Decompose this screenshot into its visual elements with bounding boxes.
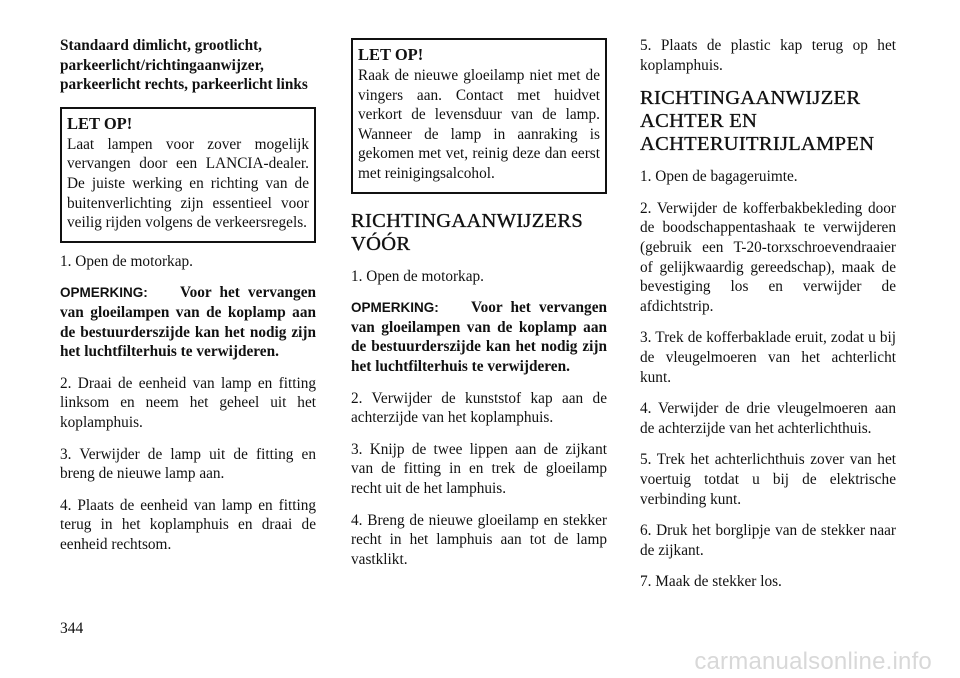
note-text: Voor het vervangen van gloeilampen van de koplamp aan de bestuurderszijde kan het nodig zijn het luchtfilterhuis te verwijderen.: [60, 284, 316, 361]
step-4: 4. Plaats de eenheid van lamp en fitting terug in het koplamphuis en draai de eenheid rechtsom.: [60, 496, 316, 553]
note: [351, 298, 607, 376]
caution-text: Laat lampen voor zover mogelijk vervangen door een LANCIA-dealer. De juiste werking en richting van de buitenverlichting zijn essentieel voor veilig rijden volgens de verkeersregels.: [67, 135, 309, 232]
step-6: 6. Druk het borglipje van de stekker naar de zijkant.: [640, 522, 896, 559]
section-heading: Standaard dimlicht, grootlicht, parkeerlicht/richtingaanwijzer, parkeerlicht rechts, parkeerlicht links: [60, 37, 308, 94]
section-heading: RICHTINGAANWIJZER ACHTER EN ACHTERUITRIJLAMPEN: [640, 87, 875, 156]
note-text: Voor het vervangen van gloeilampen van de koplamp aan de bestuurderszijde kan het nodig zijn het luchtfilterhuis te verwijderen.: [351, 299, 607, 375]
column-right: [640, 36, 896, 604]
watermark: carmanualsonline.info: [694, 648, 932, 675]
caution-box: [60, 107, 316, 243]
step-7: 7. Maak de stekker los.: [640, 573, 782, 591]
section-heading: RICHTINGAANWIJZERS VÓÓR: [351, 209, 584, 255]
step-3: 3. Verwijder de lamp uit de fitting en breng de nieuwe lamp aan.: [60, 445, 316, 483]
note-label: OPMERKING:: [60, 285, 148, 301]
step-2: 2. Draai de eenheid van lamp en fitting linksom en neem het geheel uit het koplamphuis.: [60, 374, 316, 431]
step-2: 2. Verwijder de kofferbakbekleding door de boodschappentashaak te verwijderen (gebruik een T-20-torxschroevendraaier of gelijkwaardig gereedschap), maak de bevestiging los en verwijder de afdichtstrip.: [640, 199, 896, 315]
caution-title: LET OP!: [67, 113, 133, 133]
step-3: 3. Knijp de twee lippen aan de zijkant van de fitting in en trek de gloeilamp recht uit de het lamphuis.: [351, 440, 607, 497]
note-label: OPMERKING:: [351, 300, 439, 316]
step-1: 1. Open de bagageruimte.: [640, 168, 798, 186]
caution-title: LET OP!: [358, 45, 424, 64]
step-3: 3. Trek de kofferbaklade eruit, zodat u bij de vleugelmoeren van het achterlicht kunt.: [640, 329, 896, 386]
note: [60, 283, 316, 361]
step-4: 4. Verwijder de drie vleugelmoeren aan de achterzijde van het achterlichthuis.: [640, 400, 896, 437]
step-2: 2. Verwijder de kunststof kap aan de achterzijde van het koplamphuis.: [351, 389, 607, 427]
step-5: 5. Trek het achterlichthuis zover van het voertuig totdat u bij de elektrische verbinding kunt.: [640, 451, 896, 508]
step-4: 4. Breng de nieuwe gloeilamp en stekker recht in het lamphuis aan tot de lamp vastklikt.: [351, 511, 607, 568]
column-left: [60, 36, 316, 566]
caution-text: Raak de nieuwe gloeilamp niet met de vingers aan. Contact met huidvet verkort de levensduur van de lamp. Wanneer de lamp in aanraking is gekomen met vet, reinig deze dan eerst met reinigingsalcohol.: [358, 67, 600, 182]
step-1: 1. Open de motorkap.: [351, 267, 484, 285]
column-middle: [351, 36, 607, 581]
step-5: 5. Plaats de plastic kap terug op het koplamphuis.: [640, 37, 896, 74]
caution-box: [351, 38, 607, 194]
page-number: 344: [60, 620, 84, 637]
step-1: 1. Open de motorkap.: [60, 252, 193, 270]
